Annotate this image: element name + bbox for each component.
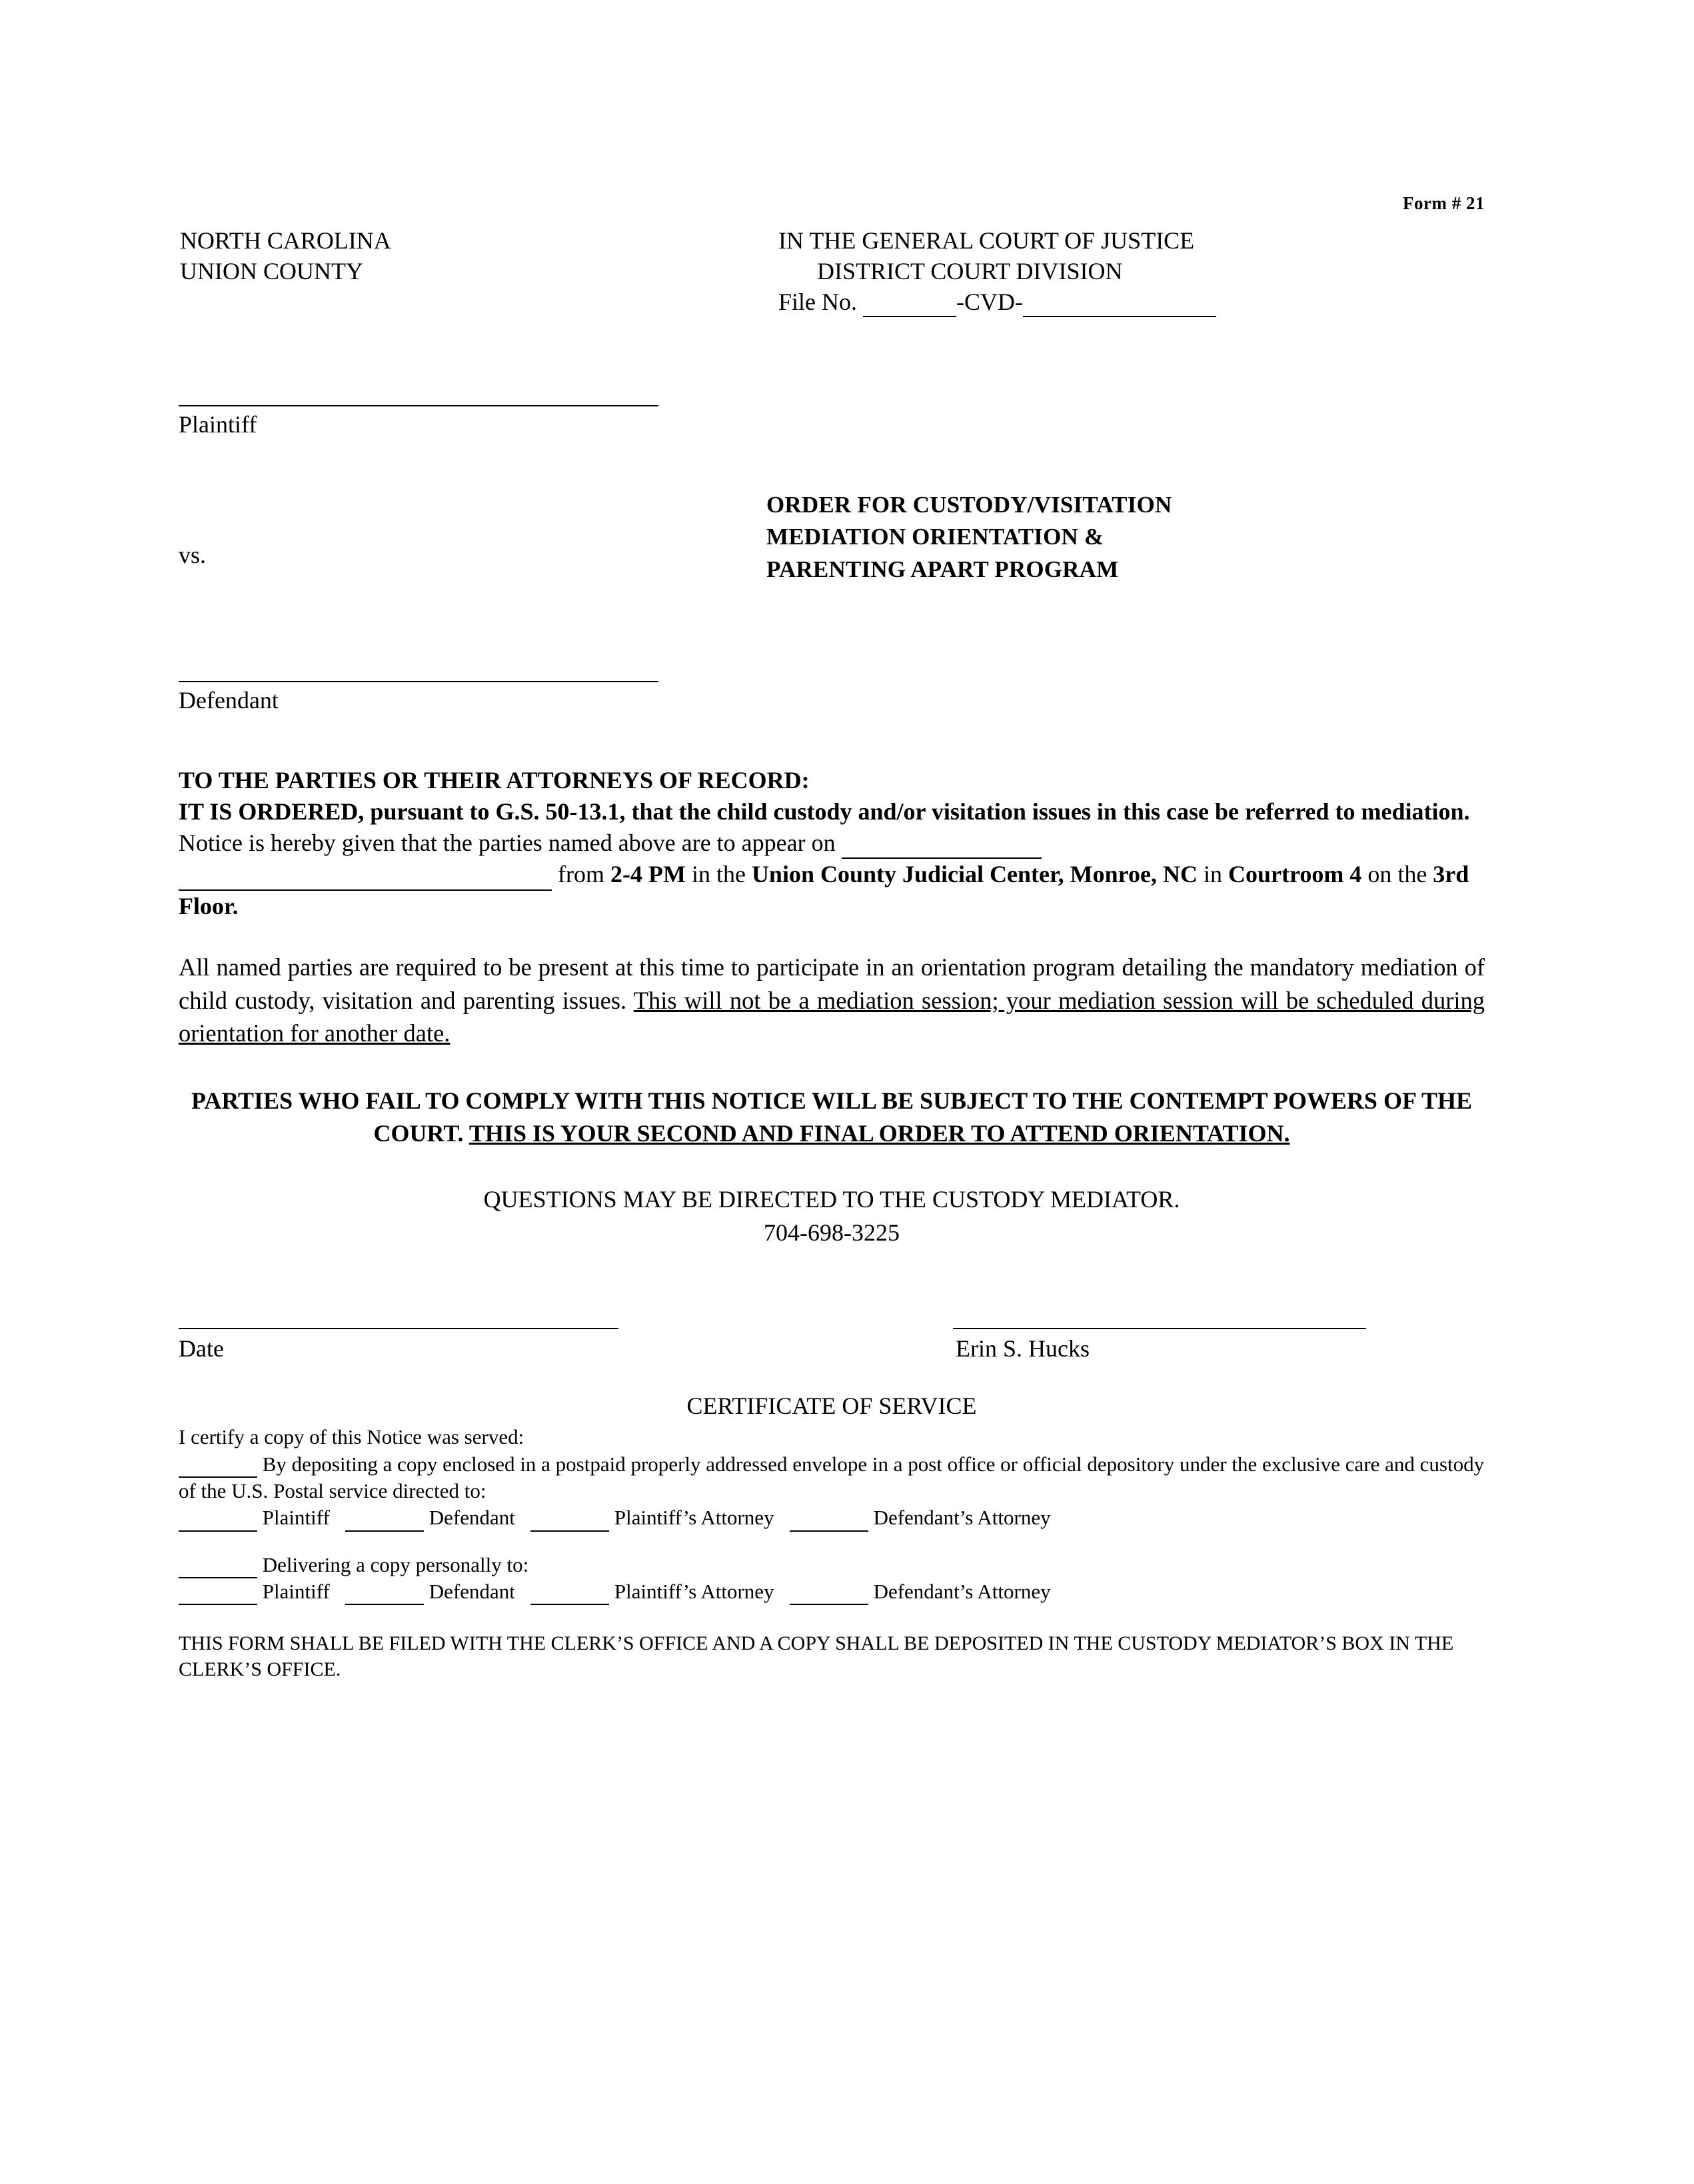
title-line-2: MEDIATION ORIENTATION &	[766, 524, 1104, 550]
notice-floor: 3rd Floor.	[179, 861, 1469, 920]
date-label: Date	[179, 1335, 224, 1363]
file-no-label: File No.	[778, 288, 858, 316]
personal-plaintiff-blank[interactable]	[179, 1586, 257, 1605]
notice-text-3: in the	[691, 861, 746, 888]
personal-recipients-row	[179, 1578, 1485, 1605]
mail-recipient-defendant: Defendant	[428, 1506, 515, 1530]
file-no-middle: -CVD-	[956, 288, 1023, 316]
certificate-intro: I certify a copy of this Notice was served:	[179, 1425, 524, 1449]
questions-text: QUESTIONS MAY BE DIRECTED TO THE CUSTODY MEDIATOR.	[483, 1186, 1180, 1213]
orientation-text-underlined: This will not be a mediation session; your mediation session will be scheduled during orientation for another date.	[179, 986, 1485, 1047]
plaintiff-block	[179, 385, 1485, 442]
signature-row	[179, 1307, 1485, 1380]
official-name: Erin S. Hucks	[956, 1335, 1090, 1363]
plaintiff-label: Plaintiff	[179, 411, 257, 438]
orientation-text-plain: All named parties are required to be present at this time to participate in an orientation program detailing the mandatory mediation of child custody, visitation and parenting issues.	[179, 953, 1485, 1014]
filing-instructions: THIS FORM SHALL BE FILED WITH THE CLERK’S OFFICE AND A COPY SHALL BE DEPOSITED IN THE CUSTODY MEDIATOR’S BOX IN THE CLERK’S OFFICE.	[179, 1632, 1454, 1681]
personal-recipient-defendant: Defendant	[428, 1579, 515, 1603]
personal-recipient-defendant-attorney: Defendant’s Attorney	[873, 1579, 1051, 1603]
court-header	[179, 225, 1485, 332]
header-right	[778, 225, 1216, 317]
certificate-spacer	[179, 1532, 1485, 1552]
county-name: UNION COUNTY	[180, 258, 363, 285]
state-name: NORTH CAROLINA	[180, 227, 391, 254]
compliance-warning	[179, 1085, 1485, 1150]
form-number: Form # 21	[1403, 193, 1485, 213]
title-line-1: ORDER FOR CUSTODY/VISITATION	[766, 492, 1172, 518]
warning-text-underlined: THIS IS YOUR SECOND AND FINAL ORDER TO ATTEND ORIENTATION.	[468, 1120, 1290, 1147]
notice-text-2: from	[558, 861, 604, 888]
personal-plaintiff-attorney-blank[interactable]	[530, 1586, 609, 1605]
notice-courtroom: Courtroom 4	[1228, 861, 1362, 888]
court-line-2: DISTRICT COURT DIVISION	[817, 258, 1123, 285]
notice-paragraph	[179, 827, 1485, 923]
order-statement: IT IS ORDERED, pursuant to G.S. 50-13.1, that the child custody and/or visitation issues in this case be referred to mediation.	[179, 798, 1470, 825]
notice-place: Union County Judicial Center, Monroe, NC	[751, 861, 1198, 888]
mail-recipient-plaintiff: Plaintiff	[262, 1506, 330, 1530]
questions-block	[179, 1183, 1485, 1249]
notice-time: 2-4 PM	[610, 861, 686, 888]
certificate-body	[179, 1424, 1485, 1605]
document-title	[766, 489, 1172, 586]
mail-plaintiff-blank[interactable]	[179, 1513, 257, 1532]
notice-text-4: in	[1203, 861, 1222, 888]
official-signature-line[interactable]	[953, 1328, 1366, 1329]
to-parties-heading: TO THE PARTIES OR THEIR ATTORNEYS OF RECORD:	[179, 767, 810, 794]
court-line-1: IN THE GENERAL COURT OF JUSTICE	[778, 227, 1195, 254]
defendant-label: Defendant	[179, 687, 279, 714]
title-line-3: PARENTING APART PROGRAM	[766, 556, 1119, 582]
header-left	[180, 225, 391, 286]
versus-label: vs.	[179, 542, 207, 568]
personal-recipient-plaintiff: Plaintiff	[262, 1579, 330, 1603]
notice-text-1: Notice is hereby given that the parties named above are to appear on	[179, 829, 836, 856]
personal-service-line	[179, 1552, 1485, 1578]
mail-recipient-plaintiff-attorney: Plaintiff’s Attorney	[614, 1506, 774, 1530]
mail-defendant-blank[interactable]	[345, 1513, 424, 1532]
mail-recipient-defendant-attorney: Defendant’s Attorney	[873, 1506, 1051, 1530]
file-no-suffix-blank[interactable]	[1023, 297, 1216, 317]
appear-date-blank[interactable]	[842, 839, 1042, 859]
mail-service-blank[interactable]	[179, 1459, 257, 1478]
document-sheet	[179, 193, 1485, 1682]
date-signature-line[interactable]	[179, 1328, 618, 1329]
file-number-line	[778, 286, 1216, 317]
warning-text-plain: PARTIES WHO FAIL TO COMPLY WITH THIS NOTICE WILL BE SUBJECT TO THE CONTEMPT POWERS OF THE COURT.	[191, 1087, 1472, 1147]
defendant-name-line[interactable]	[179, 681, 658, 682]
personal-service-text: Delivering a copy personally to:	[262, 1552, 529, 1576]
mail-service-text: By depositing a copy enclosed in a postpaid properly addressed envelope in a post office or official depository under the exclusive care and custody of the U.S. Postal service directed to:	[179, 1452, 1485, 1502]
appear-date-blank-2[interactable]	[179, 871, 552, 891]
orientation-paragraph	[179, 951, 1485, 1050]
caption-middle-block	[179, 489, 1485, 622]
file-no-prefix-blank[interactable]	[863, 297, 956, 317]
personal-defendant-blank[interactable]	[345, 1586, 424, 1605]
personal-service-blank[interactable]	[179, 1560, 257, 1578]
mail-recipients-row	[179, 1504, 1485, 1531]
mail-defendant-attorney-blank[interactable]	[790, 1513, 868, 1532]
notice-text-5: on the	[1367, 861, 1427, 888]
plaintiff-name-line[interactable]	[179, 405, 658, 406]
document-body	[179, 765, 1485, 1249]
mail-service-line	[179, 1451, 1485, 1505]
personal-recipient-plaintiff-attorney: Plaintiff’s Attorney	[614, 1579, 774, 1603]
certificate-title: CERTIFICATE OF SERVICE	[686, 1392, 977, 1420]
mediator-phone: 704-698-3225	[764, 1219, 900, 1246]
personal-defendant-attorney-blank[interactable]	[790, 1586, 868, 1605]
mail-plaintiff-attorney-blank[interactable]	[530, 1513, 609, 1532]
defendant-block	[179, 661, 1485, 721]
